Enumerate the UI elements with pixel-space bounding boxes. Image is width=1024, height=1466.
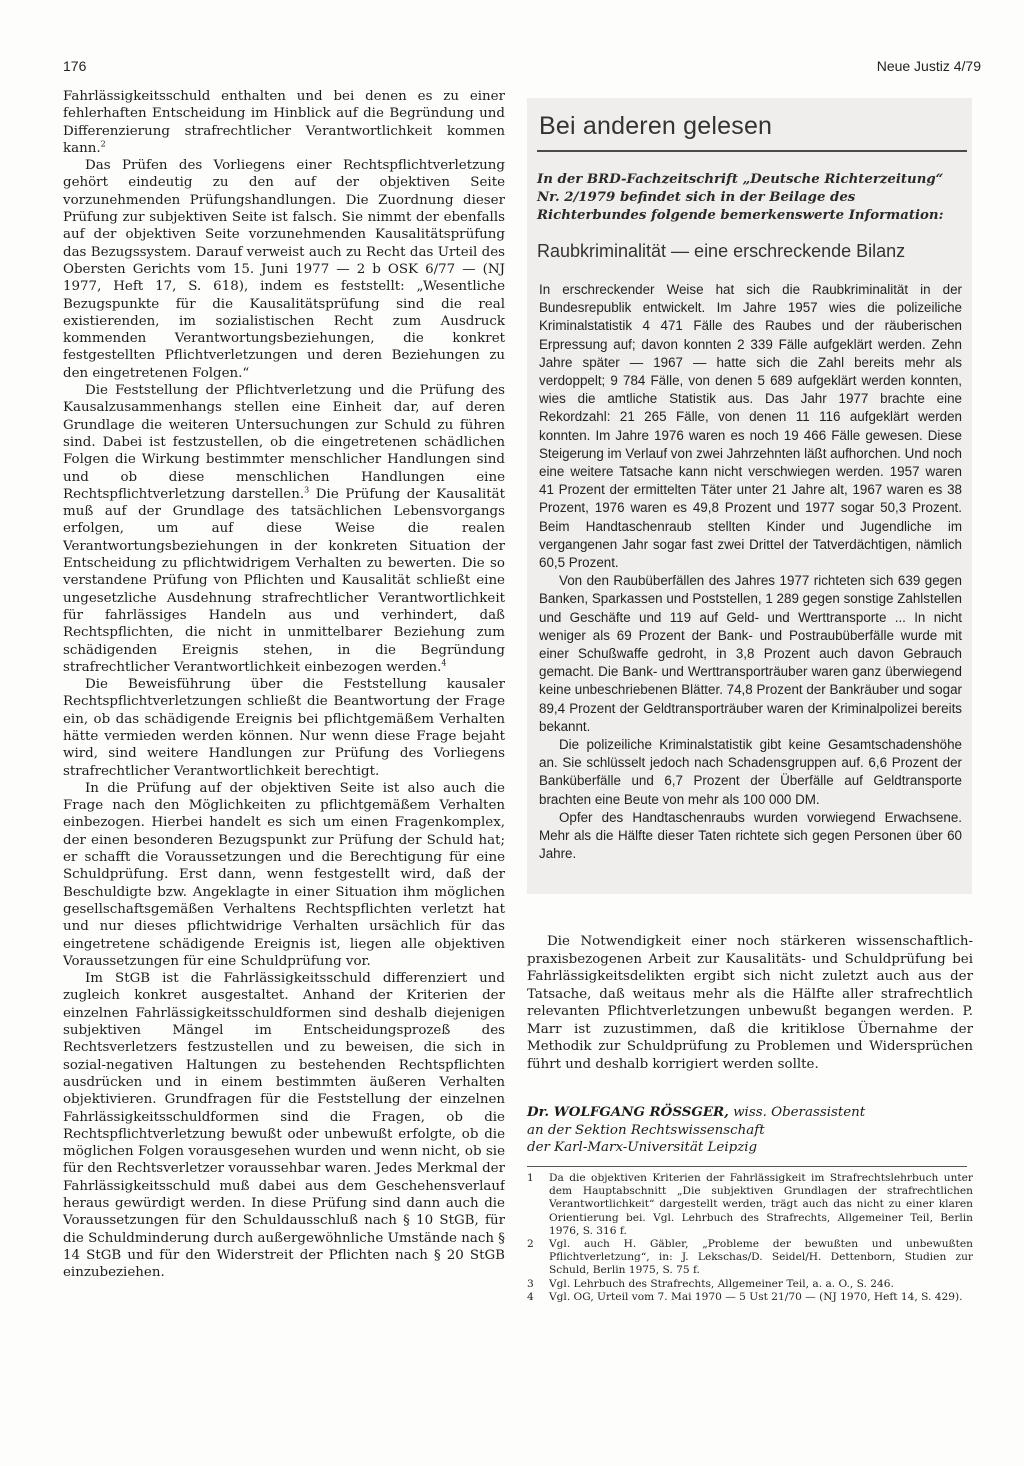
intro-text: In der BRD-Fachzeitschrift „Deutsche Richterzeitung“ Nr. 2/1979 befindet sich in der Beilage des Richterbundes folgende bemerkenswerte Information: [537,172,944,223]
page-number: 176 [63,58,87,74]
author-line: an der Sektion Rechtswissenschaft [527,1122,765,1138]
footnote [527,1291,973,1304]
box-paragraph: Opfer des Handtaschenraubs wurden vorwiegend Erwachsene. Mehr als die Hälfte dieser Taten richtete sich gegen Personen über 60 Jahre. [539,809,962,862]
page-header [63,58,981,80]
author-line: der Karl-Marx-Universität Leipzig [527,1140,758,1156]
footnote-number: 1 [527,1172,534,1184]
footnote-text: Vgl. auch H. Gäbler, „Probleme der bewußten und unbewußten Pflichtverletzung“, in: J. Lekschas/D. Seidel/H. Dettenborn, Studien zur Schuld, Berlin 1975, S. 75 f. [549,1238,973,1277]
right-column [527,933,973,1073]
footnote-rule [527,1166,967,1167]
footnotes [527,1172,973,1304]
footnote-text: Da die objektiven Kriterien der Fahrlässigkeit im Strafrechtslehrbuch unter dem Hauptabschnitt „Die subjektiven Grundlagen der strafrechtlichen Verantwortlichkeit“ dargestellt werden, trägt auch das nicht zu einer klaren Orientierung bei. Vgl. Lehrbuch des Strafrechts, Allgemeiner Teil, Berlin 1976, S. 316 f. [549,1172,973,1237]
footnote [527,1238,973,1278]
author-line [527,1104,973,1122]
author-block [527,1104,973,1157]
paragraph: Im StGB ist die Fahrlässigkeitsschuld differenziert und zugleich konkret ausgestaltet. Anhand der Kriterien der einzelnen Fahrlässigkeitsschuldformen sind deshalb diejenigen subjektiven Mängel im Entscheidungsprozeß des Rechtsverletzers festzustellen und zu beweisen, die sich in sozial-negativen Haltungen zu bestehenden Rechtspflichten ausdrücken und in einem bestimmten äußeren Verhalten objektivieren. Grundfragen für die Feststellung der einzelnen Fahrlässigkeitsschuldformen sind die Fragen, ob die Rechtspflichtverletzung bewußt oder unbewußt erfolgte, ob die möglichen Folgen vorausgesehen wurden und wenn nicht, ob sie für den Rechtsverletzer voraussehbar waren. Jedes Merkmal der Fahrlässigkeitsschuld muß dabei aus dem Geschehensverlauf heraus gewürdigt werden. In diese Prüfung sind dann auch die Voraussetzungen für den Schuldausschluß nach § 10 StGB, für die Schuldminderung durch außergewöhnliche Umstände nach § 14 StGB und für den Widerstreit der Pflichten nach § 20 StGB einzubeziehen. [63,971,505,1281]
paragraph: Die Notwendigkeit einer noch stärkeren wissenschaftlich-praxisbezogenen Arbeit zur Kausalitäts- und Schuldprüfung bei Fahrlässigkeitsdelikten ergibt sich nicht zuletzt auch aus der Tatsache, daß weitaus mehr als die Hälfte aller strafrechtlich relevanten Pflichtverletzungen unbewußt begangen werden. P. Marr ist zuzustimmen, daß die kritiklose Übernahme der Methodik zur Schuldprüfung zu Problemen und Widersprüchen führt und deshalb korrigiert werden sollte. [527,934,973,1072]
box-paragraph: Die polizeiliche Kriminalstatistik gibt keine Gesamtschadenshöhe an. Sie schlüsselt jedoch nach Schadensgruppen auf. 6,6 Prozent der Banküberfälle und 6,7 Prozent der Überfälle auf Geldtransporte brachten eine Beute von mehr als 100 000 DM. [539,737,962,807]
paragraph-text: Die Feststellung der Pflichtverletzung und die Prüfung des Kausalzusammenhangs stellen eine Einheit dar, auf deren Grundlage die weiteren Untersuchungen zur Schuld zu führen sind. Dabei ist festzustellen, ob die eingetretenen schädlichen Folgen die Wirkung bestimmter menschlicher Handlungen sind und ob diese menschlichen Handlungen eine Rechtspflichtverletzung darstellen. [63,383,505,502]
footnote-text: Vgl. OG, Urteil vom 7. Mai 1970 — 5 Ust 21/70 — (NJ 1970, Heft 14, S. 429). [549,1290,963,1303]
paragraph-text: Die Prüfung der Kausalität muß auf der Grundlage des tatsächlichen Lebensvorgangs erfolgen, um auf diese Weise die realen Verantwortungsbeziehungen in der konkreten Situation der Entscheidung zu pflichtwidrigem Verhalten zu bewerten. Die so verstandene Prüfung von Pflichten und Kausalität schließt eine ungesetzliche Ausdehnung strafrechtlicher Verantwortlichkeit für fahrlässiges Handeln aus und verhindert, daß Rechtspflichten, die nicht in unmittelbarer Beziehung zum schädigenden Ereignis stehen, in die Begründung strafrechtlicher Verantwortlichkeit einbezogen werden. [63,486,505,675]
footnote-number: 3 [527,1277,534,1290]
issue-label: Neue Justiz 4/79 [876,58,981,74]
paragraph-text: Fahrlässigkeitsschuld enthalten und bei denen es zu einer fehlerhaften Entscheidung im Hinblick auf die Begründung und Differenzierung strafrechtlicher Verantwortlichkeit kommen kann. [63,89,505,156]
author-position: wiss. Oberassistent [728,1105,866,1120]
footnote-ref: 2 [100,139,106,149]
footnote-ref: 4 [441,658,447,668]
box-paragraph: Von den Raubüberfällen des Jahres 1977 richteten sich 639 gegen Banken, Sparkassen und Poststellen, 1 289 gegen sonstige Zahlstellen und Geschäfte und 119 auf Geld- und Werttransporte ... In nicht weniger als 69 Prozent der Bank- und Postraubüberfälle wurde mit einer Schußwaffe gedroht, in 3,8 Prozent auch davon Gebrauch gemacht. Die Bank- und Werttransporträuber waren ganz überwiegend keine unbeschriebenen Blätter. 74,8 Prozent der Bankräuber und sogar 89,4 Prozent der Geldtransporträuber waren der Kriminalpolizei bereits bekannt. [539,573,962,734]
paragraph: In die Prüfung auf der objektiven Seite ist also auch die Frage nach den Möglichkeiten zu pflichtgemäßem Verhalten einbezogen. Hierbei handelt es sich um einen Fragenkomplex, der einen besonderen Bezugspunkt zur Prüfung der Schuld hat; er schafft die Voraussetzungen und die Berechtigung für eine Schuldprüfung. Erst dann, wenn festgestellt wird, daß der Beschuldigte bzw. Angeklagte in einer Situation ihm möglichen gesellschaftsgemäßen Verhaltens Rechtspflichten verletzt hat und nur dieses pflichtwidrige Verhalten ursächlich für das eingetretene schädigende Ereignis ist, liegen alle objektiven Voraussetzungen für eine Schuldprüfung vor. [63,780,505,969]
footnote [527,1278,973,1291]
bei-anderen-gelesen-box [527,98,972,894]
paragraph [63,382,505,676]
paragraph [63,88,505,157]
box-paragraph: In erschreckender Weise hat sich die Raubkriminalität in der Bundesrepublik entwickelt. Im Jahre 1957 wies die polizeiliche Kriminalstatistik 4 471 Fälle des Raubes und der räuberischen Erpressung auf; davon konnten 2 339 Fälle aufgeklärt werden. Zehn Jahre später — 1967 — hatte sich die Zahl bereits mehr als verdoppelt; 9 784 Fälle, von denen 5 689 aufgeklärt werden konnten, wies die amtliche Statistik aus. Das Jahr 1977 brachte eine Rekordzahl: 21 265 Fälle, von denen 11 116 aufgeklärt werden konnten. Im Jahre 1976 waren es noch 19 466 Fälle gewesen. Diese Steigerung im Verlauf von zwei Jahrzehnten läßt aufhorchen. Und noch eine weitere Tatsache kann nicht verschwiegen werden. 1957 waren 41 Prozent der ermittelten Täter unter 21 Jahre alt, 1967 waren es 38 Prozent, 1976 waren es 49,8 Prozent und 1977 sogar 50,3 Prozent. Beim Handtaschenraub stellten Kinder und Jugendliche im vergangenen Jahr sogar fast zwei Drittel der Tatverdächtigen, nämlich 60,5 Prozent. [539,282,962,571]
footnote-text: Vgl. Lehrbuch des Strafrechts, Allgemeiner Teil, a. a. O., S. 246. [549,1277,894,1290]
author-name: Dr. WOLFGANG RÖSSGER, [527,1104,729,1120]
footnote [527,1172,973,1238]
footnote-number: 2 [527,1238,534,1251]
footnote-ref: 3 [304,485,310,495]
footnote-number: 4 [527,1290,534,1303]
section-title: Bei anderen gelesen [539,112,773,140]
title-rule [537,150,967,152]
article-heading: Raubkriminalität — eine erschreckende Bilanz [537,241,906,261]
left-column [63,88,505,1378]
paragraph: Die Beweisführung über die Feststellung kausaler Rechtspflichtverletzungen schließt die Beantwortung der Frage ein, ob das schädigende Ereignis bei pflichtgemäßem Verhalten hätte vermieden werden können. Nur wenn diese Frage bejaht wird, sind weitere Handlungen zur Prüfung des Vorliegens strafrechtlicher Verantwortlichkeit berechtigt. [63,677,505,779]
paragraph: Das Prüfen des Vorliegens einer Rechtspflichtverletzung gehört eindeutig zu den auf der objektiven Seite vorzunehmenden Prüfungshandlungen. Die Zuordnung dieser Prüfung zur subjektiven Seite ist falsch. Sie nimmt der ebenfalls auf der objektiven Seite vorzunehmenden Kausalitätsprüfung das Bezugssystem. Darauf verweist auch zu Recht das Urteil des Obersten Gerichts vom 15. Juni 1977 — 2 b OSK 6/77 — (NJ 1977, Heft 17, S. 618), indem es feststellt: „Wesentliche Bezugspunkte für die Kausalitätsprüfung sind die real existierenden, im sozialistischen Recht zum Ausdruck kommenden Verantwortungsbeziehungen, die konkret festgestellten Pflichtverletzungen und deren Beziehungen zu den eingetretenen Folgen.“ [63,158,505,381]
